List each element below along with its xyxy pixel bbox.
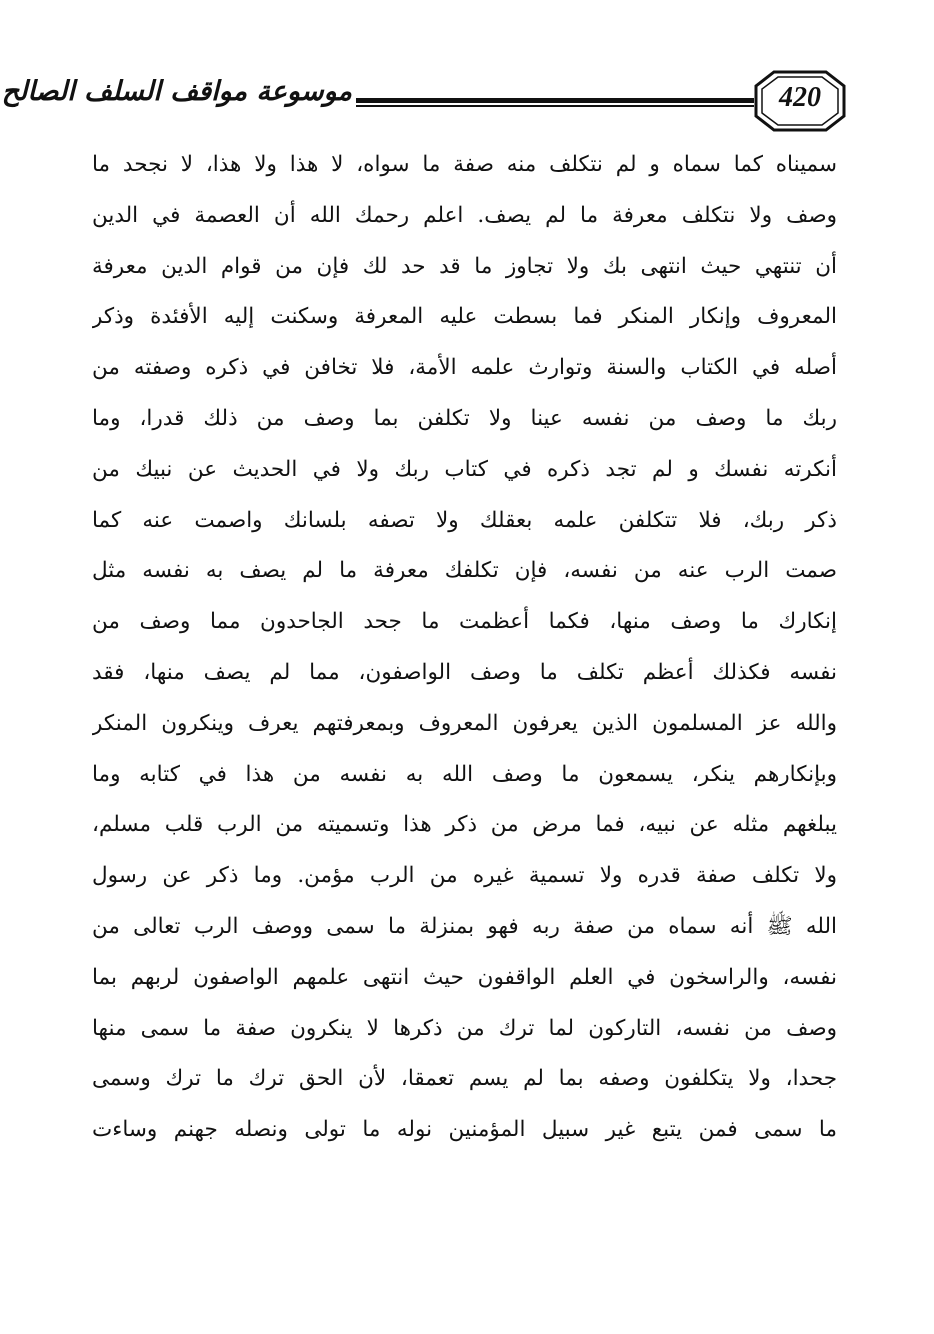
text-line-11: نفسه فكذلك أعظم تكلف ما وصف الواصفون، مما لم يصف منها، فقد	[92, 659, 837, 685]
text-line-3: أن تنتهي حيث انتهى بك ولا تجاوز ما قد حد لك فإن من قوام الدين معرفة	[92, 253, 837, 279]
header-rule-thick	[356, 98, 754, 103]
body-text	[92, 140, 837, 1156]
text-line-15: ولا تكلف صفة قدره ولا تسمية غيره من الرب مؤمن. وما ذكر عن رسول	[92, 863, 837, 889]
page-number: 420	[779, 82, 821, 113]
text-line-9: صمت الرب عنه من نفسه، فإن تكلفك معرفة ما لم يصف به نفسه مثل	[92, 558, 837, 584]
text-line-18: وصف من نفسه، التاركون لما ترك من ذكرها لا ينكرون صفة ما سمى منها	[92, 1015, 837, 1041]
text-line-16: الله ﷺ أنه سماه من صفة ربه فهو بمنزلة ما سمى ووصف الرب تعالى من	[92, 913, 837, 939]
text-line-2: وصف ولا نتكلف معرفة ما لم يصف. اعلم رحمك الله أن العصمة في الدين	[92, 202, 837, 228]
text-line-17: نفسه، والراسخون في العلم الواقفون حيث انتهى علمهم الواصفون لربهم بما	[92, 964, 837, 990]
text-line-20: ما سمى فمن يتبع غير سبيل المؤمنين نوله ما تولى ونصله جهنم وساءت	[92, 1117, 837, 1143]
text-line-10: إنكارك ما وصف منها، فكما أعظمت ما جحد الجاحدون مما وصف من	[92, 609, 837, 635]
text-line-7: أنكرته نفسك و لم تجد ذكره في كتاب ربك ولا في الحديث عن نبيك من	[92, 456, 837, 482]
text-line-4: المعروف وإنكار المنكر فما بسطت عليه المعرفة وسكنت إليه الأفئدة وذكر	[92, 304, 837, 330]
header-rule-thin	[356, 105, 754, 107]
text-line-5: أصله في الكتاب والسنة وتوارث علمه الأمة، فلا تخافن في ذكره وصفته من	[92, 355, 837, 381]
header-rule	[356, 98, 754, 107]
text-line-1: سميناه كما سماه و لم نتكلف منه صفة ما سواه، لا هذا ولا هذا، لا نجحد ما	[92, 152, 837, 177]
text-line-12: والله عز المسلمون الذين يعرفون المعروف وبمعرفتهم يعرف وينكرون المنكر	[92, 710, 837, 736]
page-header	[1, 70, 846, 134]
text-line-14: يبلغهم مثله عن نبيه، فما مرض من ذكر هذا وتسميته من الرب قلب مسلم،	[92, 812, 837, 838]
book-title: موسوعة مواقف السلف الصالح	[1, 76, 352, 107]
text-line-6: ربك ما وصف من نفسه عينا ولا تكلفن بما وصف من ذلك قدرا، وما	[92, 405, 837, 431]
text-line-13: وبإنكارهم ينكر، يسمعون ما وصف الله به نفسه من هذا في كتابه وما	[92, 761, 837, 787]
page-number-badge	[754, 70, 846, 132]
text-line-19: جحدا، ولا يتكلفون وصفه بما لم يسم تعمقا، لأن الحق ترك ما ترك وسمى	[92, 1066, 837, 1092]
text-line-8: ذكر ربك، فلا تتكلفن علمه بعقلك ولا تصفه بلسانك واصمت عنه كما	[92, 507, 837, 533]
